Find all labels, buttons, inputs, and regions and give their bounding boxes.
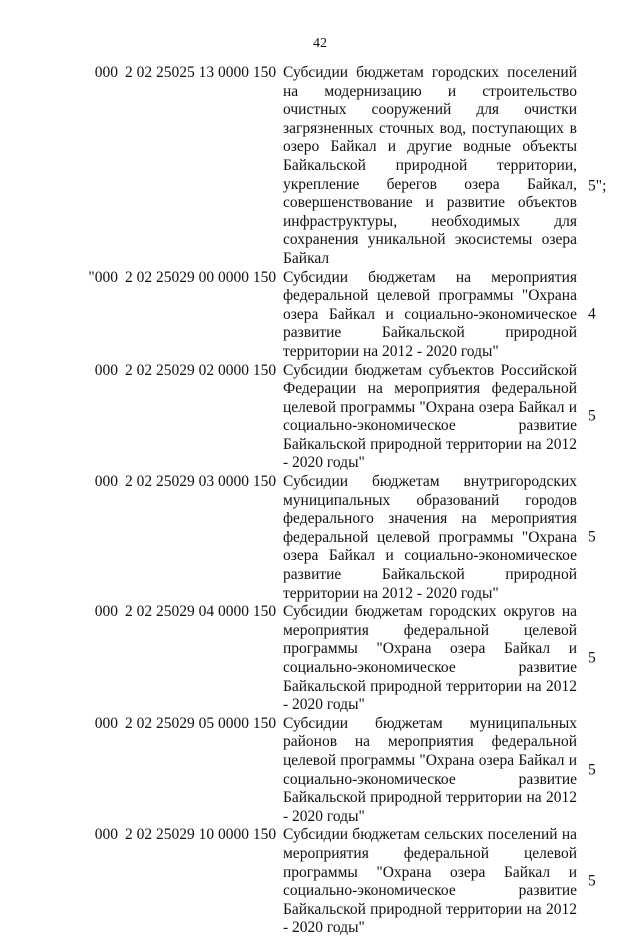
budget-classification-code: 2 02 25029 02 0000 150	[125, 361, 277, 379]
budget-classification-code: 2 02 25029 00 0000 150	[125, 268, 277, 286]
admin-code: 000	[94, 714, 118, 732]
amount-value: 5	[588, 528, 596, 546]
list-item	[0, 715, 640, 827]
list-item	[0, 473, 640, 603]
budget-classification-code: 2 02 25025 13 0000 150	[125, 64, 277, 81]
amount-value: 5	[588, 761, 596, 779]
income-description: Субсидии бюджетам внутригородских муниципальных образований городов федерального значения на мероприятия федеральной целевой программы "Охрана озера Байкал и социально-экономическое развитие Байкальской природной территории на 2012 - 2020 годы"	[283, 473, 577, 602]
admin-code: 000	[94, 826, 118, 844]
admin-code: "000	[88, 268, 118, 286]
admin-code: 000	[94, 361, 118, 379]
income-description: Субсидии бюджетам городских поселений на модернизацию и строительство очистных сооружений для очистки загрязненных сточных вод, поступающих в озеро Байкал и другие водные объекты Байкальской природной территории, укрепление берегов озера Байкал, совершенствование и развитие объектов инфраструктуры, необходимых для сохранения уникальной экосистемы озера Байкал	[283, 64, 577, 267]
admin-code: 000	[94, 64, 118, 81]
amount-value: 5	[588, 407, 596, 425]
amount-value: 5	[588, 649, 596, 667]
amount-value: 5	[588, 872, 596, 890]
page-number: 42	[313, 36, 327, 51]
income-description: Субсидии бюджетам городских округов на мероприятия федеральной целевой программы "Охрана озера Байкал и социально-экономическое развитие Байкальской природной территории на 2012 - 2020 годы"	[283, 603, 577, 714]
budget-classification-code: 2 02 25029 04 0000 150	[125, 603, 277, 621]
list-item	[0, 362, 640, 474]
income-description: Субсидии бюджетам субъектов Российской Федерации на мероприятия федеральной целевой программы "Охрана озера Байкал и социально-экономическое развитие Байкальской природной территории на 2012 - 2020 годы"	[283, 361, 577, 472]
list-item	[0, 64, 640, 269]
list-item	[0, 269, 640, 362]
amount-value: 5";	[588, 177, 607, 195]
list-item	[0, 603, 640, 715]
income-description: Субсидии бюджетам муниципальных районов на мероприятия федеральной целевой программы "Охрана озера Байкал и социально-экономическое развитие Байкальской природной территории на 2012 - 2020 годы"	[283, 714, 577, 825]
income-description: Субсидии бюджетам сельских поселений на мероприятия федеральной целевой программы "Охрана озера Байкал и социально-экономическое развитие Байкальской природной территории на 2012 - 2020 годы"	[283, 826, 577, 937]
entries-list	[0, 64, 640, 938]
admin-code: 000	[94, 603, 118, 621]
budget-classification-code: 2 02 25029 05 0000 150	[125, 714, 277, 732]
income-description: Субсидии бюджетам на мероприятия федеральной целевой программы "Охрана озера Байкал и социально-экономическое развитие Байкальской природной территории на 2012 - 2020 годы"	[283, 268, 577, 360]
budget-classification-code: 2 02 25029 10 0000 150	[125, 826, 277, 844]
amount-value: 4	[588, 305, 596, 323]
budget-classification-code: 2 02 25029 03 0000 150	[125, 473, 277, 491]
list-item	[0, 826, 640, 938]
admin-code: 000	[94, 473, 118, 491]
